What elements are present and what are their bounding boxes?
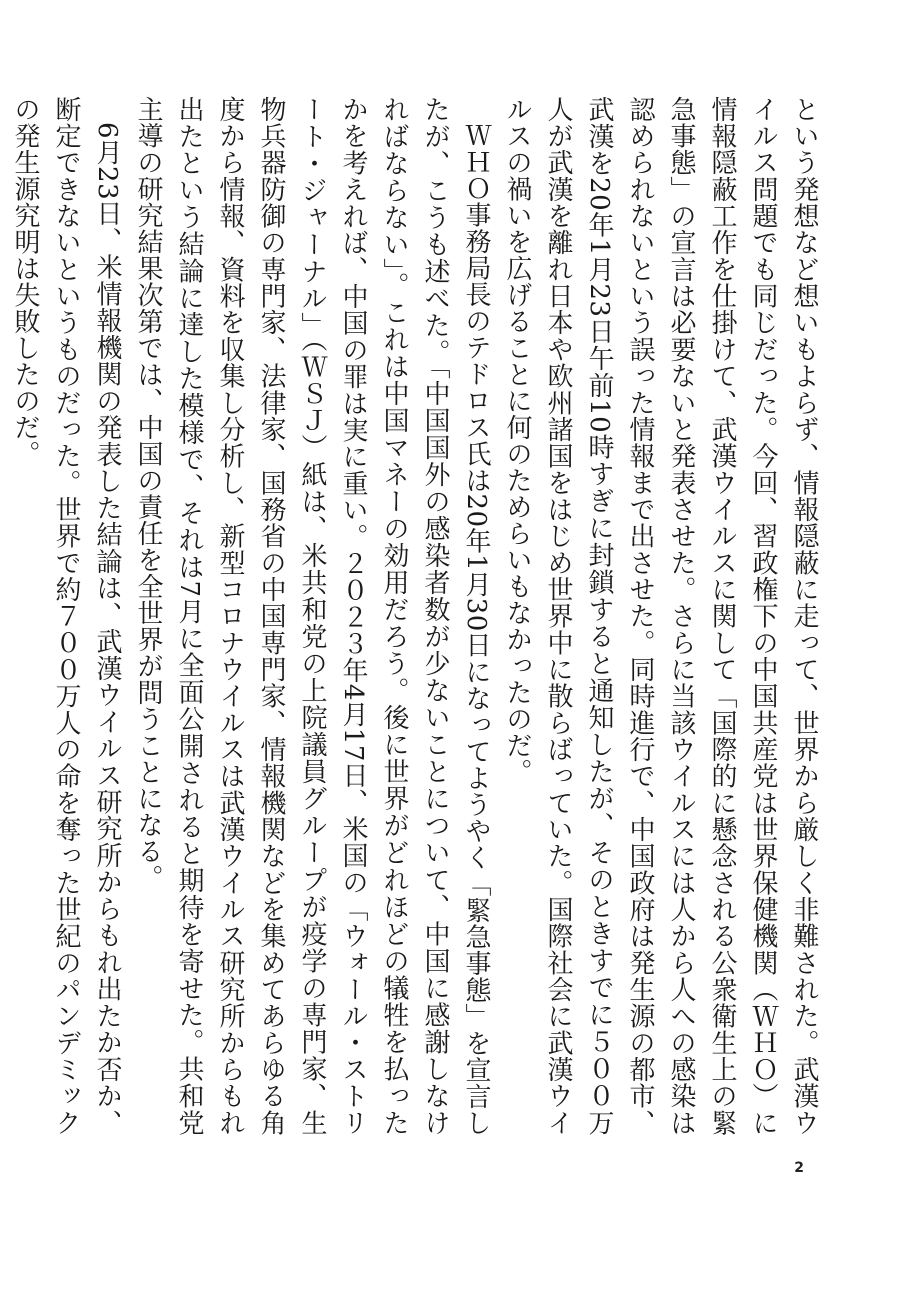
- paragraph-1: という発想など想いもよらず、情報隠蔽に走って、世界から厳しく非難された。武漢ウイルス問題でも同じだった。今回、習政権下の中国共産党は世界保健機関（ＷＨＯ）に情報隠蔽工作を仕掛けて、武漢ウイルスに関して「国際的に懸念される公衆衛生上の緊急事態」の宣言は必要ないと発表させた。さらに当該ウイルスには人から人への感染は認められないという誤った情報まで出させた。同時進行で、中国政府は発生源の都市、武漢を20年1月23日午前10時すぎに封鎖すると通知したが、そのときすでに５００万人が武漢を離れ日本や欧州諸国をはじめ世界中に散らばっていた。国際社会に武漢ウイルスの禍いを広げることに何のためらいもなかったのだ。: [502, 96, 819, 1136]
- page-number: 2: [794, 1160, 804, 1176]
- paragraph-2: ＷＨＯ事務局長のテドロス氏は20年1月30日になってようやく「緊急事態」を宣言したが、こうも述べた。「中国国外の感染者数が少ないことについて、中国に感謝しなければならない」。これは中国マネーの効用だろう。後に世界がどれほどの犠牲を払ったかを考えれば、中国の罪は実に重い。２０２３年4月17日、米国の「ウォール・ストリート・ジャーナル」（ＷＳＪ）紙は、米共和党の上院議員グループが疫学の専門家、生物兵器防御の専門家、法律家、国務省の中国専門家、情報機関などを集めてあらゆる角度から情報、資料を収集し分析し、新型コロナウイルスは武漢ウイルス研究所からもれ出たという結論に達した模様で、それは7月に全面公開されると期待を寄せた。共和党主導の研究結果次第では、中国の責任を全世界が問うことになる。: [133, 96, 491, 1136]
- paragraph-3: 6月23日、米情報機関の発表した結論は、武漢ウイルス研究所からもれ出たか否か、断定できないというものだった。世界で約７００万人の命を奪った世紀のパンデミックの発生源究明は失敗したのだ。: [10, 96, 122, 1136]
- paragraph-4: [0, 96, 4, 1136]
- body-text: [10, 96, 824, 1136]
